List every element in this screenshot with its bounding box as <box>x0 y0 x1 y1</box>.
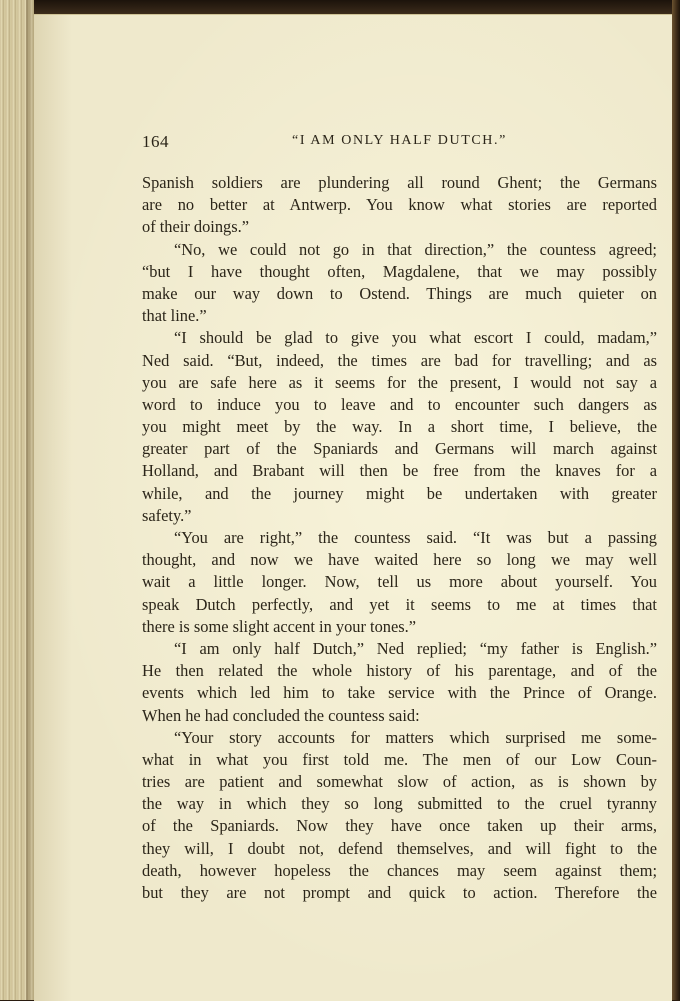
page-header <box>142 132 662 156</box>
text-line: of their doings.” <box>142 217 249 237</box>
text-line: while, and the journey might be undertaken with greater <box>142 483 657 503</box>
text-line: events which led him to take service with the Prince of Orange. <box>142 683 657 703</box>
text-line: Spanish soldiers are plundering all round Ghent; the Germans <box>142 173 657 192</box>
text-line: but they are not prompt and quick to action. Therefore the <box>142 883 657 902</box>
text-line: “No, we could not go in that direction,” the countess agreed; <box>174 239 657 259</box>
text-line: “I should be glad to give you what escort I could, madam,” <box>174 328 657 348</box>
text-line: there is some slight accent in your tones.” <box>142 616 417 636</box>
book-cover-edge <box>672 0 680 1000</box>
text-line: make our way down to Ostend. Things are much quieter on <box>142 283 657 303</box>
text-line: word to induce you to leave and to encounter such dangers as <box>142 394 657 414</box>
text-line: are no better at Antwerp. You know what stories are reported <box>142 195 657 215</box>
text-line: they will, I doubt not, defend themselves, and will fight to the <box>142 838 657 858</box>
text-line: “but I have thought often, Magdalene, that we may possibly <box>142 261 657 281</box>
text-line: “You are right,” the countess said. “It was but a passing <box>174 528 657 547</box>
text-line: wait a little longer. Now, tell us more about yourself. You <box>142 572 657 592</box>
text-line: Ned said. “But, indeed, the times are bad for travelling; and as <box>142 350 657 370</box>
running-head: “I AM ONLY HALF DUTCH.” <box>292 133 507 148</box>
text-line: tries are patient and somewhat slow of action, as is shown by <box>142 772 657 792</box>
text-line: Holland, and Brabant will then be free from the knaves for a <box>142 461 657 481</box>
text-line: you are safe here as it seems for the present, I would not say a <box>142 372 657 392</box>
book-page <box>34 14 672 1001</box>
text-line: you might meet by the way. In a short time, I believe, the <box>142 417 657 437</box>
text-line: “Your story accounts for matters which surprised me some- <box>174 727 657 747</box>
text-line: of the Spaniards. Now they have once taken up their arms, <box>142 816 657 836</box>
text-line: that line.” <box>142 306 207 326</box>
text-line: thought, and now we have waited here so long we may well <box>142 550 657 570</box>
text-line: When he had concluded the countess said: <box>142 705 420 725</box>
body-text <box>142 172 657 904</box>
page-number: 164 <box>142 132 169 151</box>
text-line: greater part of the Spaniards and Germans will march against <box>142 439 657 459</box>
text-line: speak Dutch perfectly, and yet it seems to me at times that <box>142 594 657 614</box>
text-line: the way in which they so long submitted to the cruel tyranny <box>142 794 657 814</box>
text-line: safety.” <box>142 505 192 525</box>
text-line: what in what you first told me. The men of our Low Coun- <box>142 749 657 769</box>
text-line: “I am only half Dutch,” Ned replied; “my father is English.” <box>174 638 657 658</box>
text-line: He then related the whole history of his parentage, and of the <box>142 661 657 681</box>
text-line: death, however hopeless the chances may seem against them; <box>142 860 657 880</box>
